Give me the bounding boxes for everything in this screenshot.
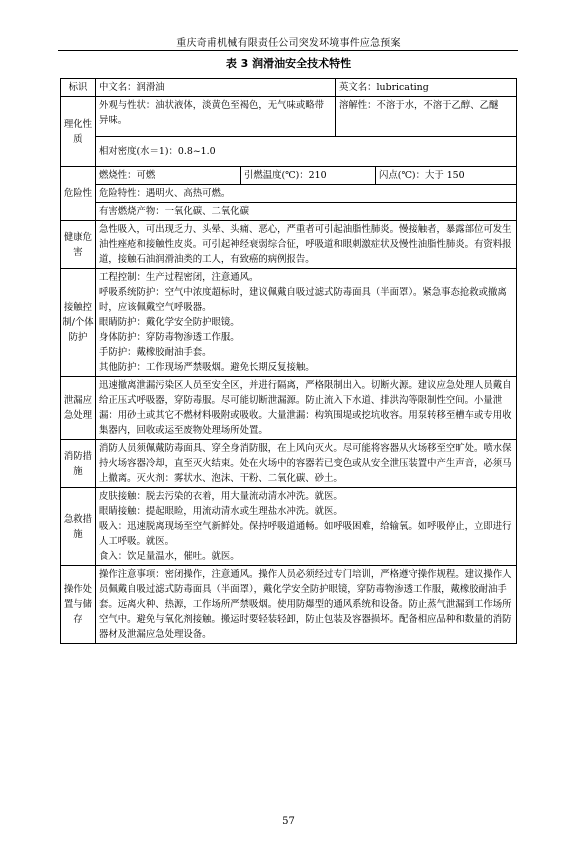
label-protection: 接触控制/个体防护 [61, 269, 96, 377]
row-hazard-2 [61, 185, 517, 203]
protection-line: 工程控制：生产过程密闭，注意通风。 [99, 272, 259, 283]
firstaid-text [96, 488, 517, 566]
firstaid-line: 吸入：迅速脱离现场至空气新鲜处。保持呼吸道通畅。如呼吸困难，给输氧。如呼吸停止，立即进行人工呼吸。就医。 [99, 521, 512, 547]
row-health [61, 221, 517, 269]
fire-text: 消防人员须佩戴防毒面具、穿全身消防服，在上风向灭火。尽可能将容器从火场移至空旷处。喷水保持火场容器冷却，直至灭火结束。处在火场中的容器若已变色或从安全泄压装置中产生声音，必须马上撤离。灭火剂：雾状水、泡沫、干粉、二氧化碳、砂土。 [96, 440, 517, 488]
storage-text: 操作注意事项：密闭操作，注意通风。操作人员必须经过专门培训，严格遵守操作规程。建议操作人员佩戴自吸过滤式防毒面具（半面罩），戴化学安全防护眼镜，穿防毒物渗透工作服，戴橡胶耐油手套。远离火种、热源，工作场所严禁吸烟。使用防爆型的通风系统和设备。防止蒸气泄漏到工作场所空气中。避免与氧化剂接触。搬运时要轻装轻卸，防止包装及容器损坏。配备相应品种和数量的消防器材及泄漏应急处理设备。 [96, 566, 517, 644]
label-leak: 泄漏应急处理 [61, 377, 96, 440]
label-firstaid: 急救措施 [61, 488, 96, 566]
row-fire [61, 440, 517, 488]
protection-text [96, 269, 517, 377]
protection-line: 其他防护：工作现场严禁吸烟。避免长期反复接触。 [99, 362, 315, 373]
label-physchem: 理化性质 [61, 97, 96, 167]
density: 相对密度(水＝1)：0.8~1.0 [96, 137, 517, 167]
en-name: 英文名：lubricating [336, 79, 517, 97]
row-physchem-1 [61, 97, 517, 137]
label-health: 健康危害 [61, 221, 96, 269]
row-hazard-1 [61, 167, 517, 185]
header-rule [58, 50, 518, 51]
label-fire: 消防措施 [61, 440, 96, 488]
row-protection [61, 269, 517, 377]
firstaid-line: 皮肤接触：脱去污染的衣着，用大量流动清水冲洗。就医。 [99, 491, 343, 502]
firstaid-line: 眼睛接触：提起眼睑，用流动清水或生理盐水冲洗。就医。 [99, 506, 343, 517]
leak-text: 迅速撤离泄漏污染区人员至安全区，并进行隔离，严格限制出入。切断火源。建议应急处理人员戴自给正压式呼吸器，穿防毒服。尽可能切断泄漏源。防止流入下水道、排洪沟等限制性空间。小量泄漏：用砂土或其它不燃材料吸附或吸收。大量泄漏：构筑围堤或挖坑收容。用泵转移至槽车或专用收集器内，回收或运至废物处理场所处置。 [96, 377, 517, 440]
combustion-products: 有害燃烧产物：一氧化碳、二氧化碳 [96, 203, 517, 221]
label-storage: 操作处置与储存 [61, 566, 96, 644]
flammability: 燃烧性：可燃 [96, 167, 241, 185]
protection-line: 身体防护：穿防毒物渗透工作服。 [99, 332, 240, 343]
solubility: 溶解性：不溶于水，不溶于乙醇、乙醚 [336, 97, 517, 137]
safety-data-table [60, 78, 517, 644]
appearance: 外观与性状：油状液体，淡黄色至褐色，无气味或略带异味。 [96, 97, 336, 137]
health-text: 急性吸入，可出现乏力、头晕、头痛、恶心，严重者可引起油脂性肺炎。慢接触者，暴露部位可发生油性痤疮和接触性皮炎。可引起神经衰弱综合征，呼吸道和眼刺激症状及慢性油脂性肺炎。有资料报道，接触石油润滑油类的工人，有致癌的病例报告。 [96, 221, 517, 269]
document-header: 重庆奇甫机械有限责任公司突发环境事件应急预案 [176, 38, 401, 49]
row-firstaid [61, 488, 517, 566]
hazard-characteristics: 危险特性：遇明火、高热可燃。 [96, 185, 517, 203]
protection-line: 呼吸系统防护：空气中浓度超标时，建议佩戴自吸过滤式防毒面具（半面罩）。紧急事态抢救或撤离时，应该佩戴空气呼吸器。 [99, 287, 507, 313]
page-number: 57 [282, 816, 295, 827]
row-storage [61, 566, 517, 644]
ignition-temp: 引燃温度(℃)：210 [241, 167, 376, 185]
firstaid-line: 食入：饮足量温水，催吐。就医。 [99, 551, 240, 562]
cn-name: 中文名：润滑油 [96, 79, 336, 97]
flash-point: 闪点(℃)：大于 150 [376, 167, 517, 185]
row-identity [61, 79, 517, 97]
protection-line: 手防护：戴橡胶耐油手套。 [99, 347, 212, 358]
row-leak [61, 377, 517, 440]
row-physchem-2 [61, 137, 517, 167]
protection-line: 眼睛防护：戴化学安全防护眼镜。 [99, 317, 240, 328]
label-identity: 标识 [61, 79, 96, 97]
row-hazard-3 [61, 203, 517, 221]
table-title: 表 3 润滑油安全技术特性 [225, 57, 352, 70]
label-hazard: 危险性 [61, 167, 96, 221]
